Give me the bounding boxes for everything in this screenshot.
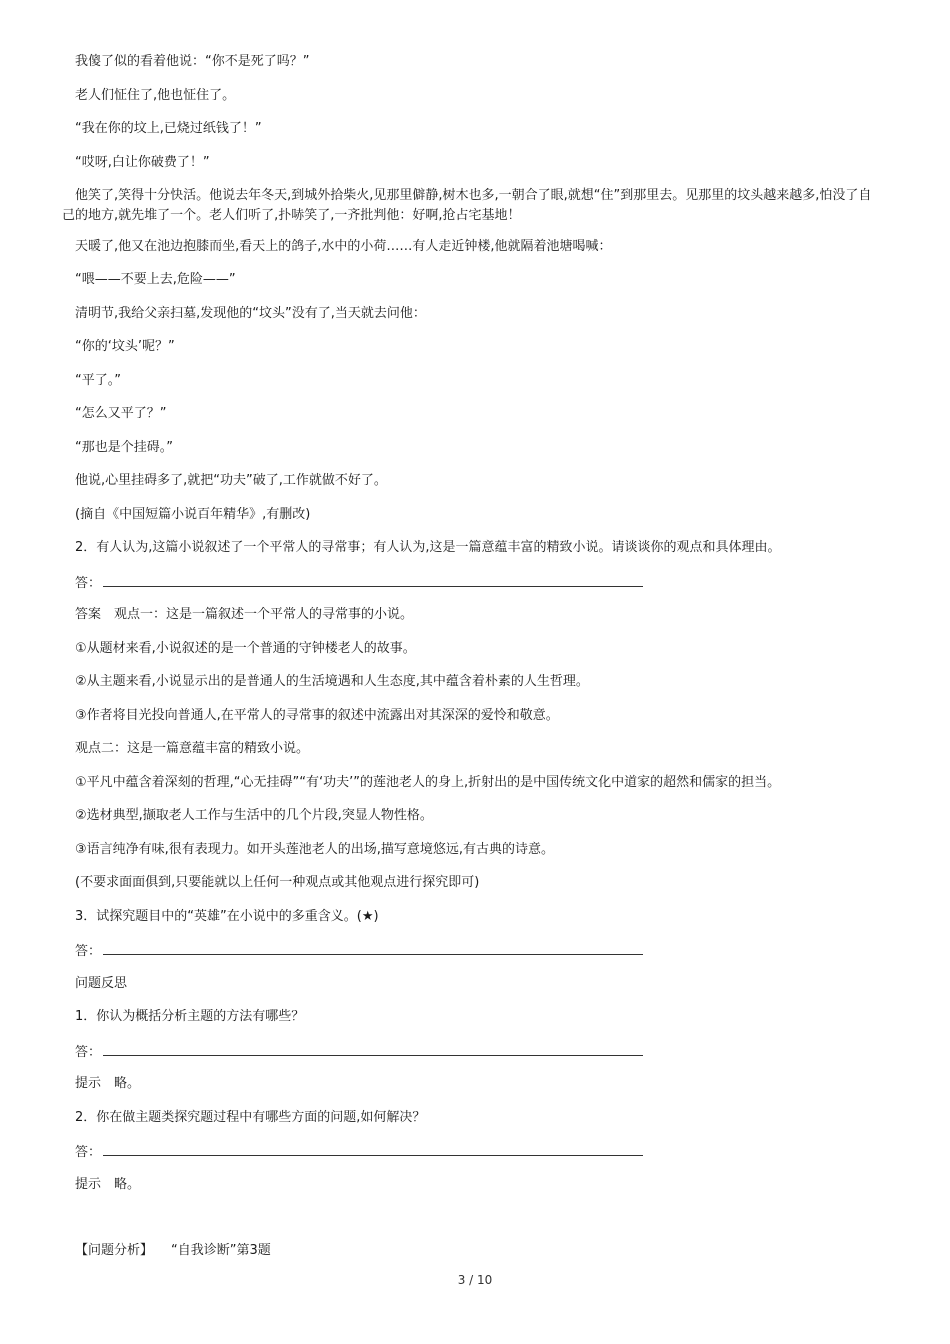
paragraph-text: “平了。” bbox=[75, 373, 121, 388]
story-paragraph bbox=[75, 337, 895, 357]
answer-blank-line[interactable] bbox=[103, 940, 643, 955]
question-text: 2．你在做主题类探究题过程中有哪些方面的问题,如何解决？ bbox=[75, 1110, 426, 1125]
point-text: ①从题材来看,小说叙述的是一个普通的守钟楼老人的故事。 bbox=[75, 641, 416, 656]
answer-point bbox=[75, 706, 895, 726]
hint-text: 提示 略。 bbox=[75, 1177, 141, 1192]
answer-point bbox=[75, 806, 895, 826]
point-text: ②从主题来看,小说显示出的是普通人的生活境遇和人生态度,其中蕴含着朴素的人生哲理。 bbox=[75, 674, 589, 689]
story-paragraph bbox=[75, 404, 895, 424]
story-paragraph bbox=[75, 371, 895, 391]
answer-prefix: 答： bbox=[75, 944, 102, 959]
paragraph-text: “哎呀,白让你破费了！” bbox=[75, 155, 210, 170]
viewpoint-text: 观点二：这是一篇意蕴丰富的精致小说。 bbox=[75, 741, 310, 756]
answer-prefix: 答： bbox=[75, 576, 102, 591]
answer-point bbox=[75, 840, 895, 860]
story-paragraph bbox=[75, 270, 895, 290]
story-paragraph bbox=[75, 237, 895, 257]
paragraph-text: “我在你的坟上,已烧过纸钱了！” bbox=[75, 121, 262, 136]
answer-note bbox=[75, 873, 895, 893]
paragraph-text: 他说,心里挂碍多了,就把“功夫”破了,工作就做不好了。 bbox=[75, 473, 387, 488]
point-text: ①平凡中蕴含着深刻的哲理,“心无挂碍”“有‘功夫’”的莲池老人的身上,折射出的是中国传统文化中道家的超然和儒家的担当。 bbox=[75, 775, 781, 790]
source-citation bbox=[75, 505, 895, 525]
answer-row bbox=[75, 940, 895, 962]
analysis-label: 【问题分析】 bbox=[75, 1243, 154, 1258]
viewpoint-title bbox=[75, 739, 895, 759]
story-paragraph bbox=[75, 52, 895, 72]
answer-blank-line[interactable] bbox=[103, 1141, 643, 1156]
hint bbox=[75, 1175, 895, 1195]
analysis-reference: “自我诊断”第3题 bbox=[171, 1243, 271, 1258]
paragraph-text: 我傻了似的看着他说：“你不是死了吗？” bbox=[75, 54, 310, 69]
reflection-question-1 bbox=[75, 1007, 895, 1027]
story-paragraph bbox=[75, 86, 895, 106]
answer-prefix: 答： bbox=[75, 1045, 102, 1060]
answer-key-text: 答案 观点一：这是一篇叙述一个平常人的寻常事的小说。 bbox=[75, 607, 414, 622]
paragraph-text: 老人们怔住了,他也怔住了。 bbox=[75, 88, 236, 103]
story-paragraph bbox=[75, 119, 895, 139]
answer-point bbox=[75, 773, 895, 793]
question-text: 1．你认为概括分析主题的方法有哪些？ bbox=[75, 1009, 305, 1024]
paragraph-text: “那也是个挂碍。” bbox=[75, 440, 173, 455]
answer-key bbox=[75, 605, 895, 625]
point-text: ③语言纯净有味,很有表现力。如开头莲池老人的出场,描写意境悠远,有古典的诗意。 bbox=[75, 842, 555, 857]
paragraph-text: “你的‘坟头’呢？” bbox=[75, 339, 175, 354]
story-paragraph bbox=[75, 438, 895, 458]
page-number: 3 / 10 bbox=[457, 1273, 493, 1287]
answer-blank-line[interactable] bbox=[103, 572, 643, 587]
note-text: (不要求面面俱到,只要能就以上任何一种观点或其他观点进行探究即可) bbox=[75, 875, 480, 890]
paragraph-line: 他笑了,笑得十分快活。他说去年冬天,到城外拾柴火,见那里僻静,树木也多,一朝合了眼,就想“住”到那里去。见那里的坟头越来越多,怕没了自 bbox=[75, 188, 872, 203]
citation-text: (摘自《中国短篇小说百年精华》,有删改) bbox=[75, 507, 311, 522]
story-paragraph bbox=[75, 153, 895, 173]
question-text: 2．有人认为,这篇小说叙述了一个平常人的寻常事；有人认为,这是一篇意蕴丰富的精致小说。请谈谈你的观点和具体理由。 bbox=[75, 540, 781, 555]
question-3 bbox=[75, 907, 895, 927]
hint-text: 提示 略。 bbox=[75, 1076, 141, 1091]
question-text: 3．试探究题目中的“英雄”在小说中的多重含义。(★) bbox=[75, 909, 379, 924]
paragraph-text: 清明节,我给父亲扫墓,发现他的“坟头”没有了,当天就去问他： bbox=[75, 306, 426, 321]
story-paragraph bbox=[75, 304, 895, 324]
paragraph-line: 己的地方,就先堆了一个。老人们听了,扑哧笑了,一齐批判他：好啊,抢占宅基地！ bbox=[62, 208, 521, 223]
answer-prefix: 答： bbox=[75, 1145, 102, 1160]
question-2 bbox=[75, 538, 895, 558]
answer-row bbox=[75, 1141, 895, 1163]
hint bbox=[75, 1074, 895, 1094]
paragraph-text: 天暖了,他又在池边抱膝而坐,看天上的鸽子,水中的小荷……有人走近钟楼,他就隔着池塘喝喊： bbox=[75, 239, 612, 254]
analysis-heading bbox=[75, 1241, 895, 1261]
answer-point bbox=[75, 672, 895, 692]
story-paragraph-long bbox=[62, 186, 902, 226]
answer-blank-line[interactable] bbox=[103, 1041, 643, 1056]
story-paragraph bbox=[75, 471, 895, 491]
section-title bbox=[75, 974, 895, 994]
point-text: ②选材典型,撷取老人工作与生活中的几个片段,突显人物性格。 bbox=[75, 808, 433, 823]
answer-row bbox=[75, 572, 895, 594]
reflection-question-2 bbox=[75, 1108, 895, 1128]
section-title-text: 问题反思 bbox=[75, 976, 128, 991]
answer-row bbox=[75, 1041, 895, 1063]
paragraph-text: “怎么又平了？” bbox=[75, 406, 167, 421]
answer-point bbox=[75, 639, 895, 659]
point-text: ③作者将目光投向普通人,在平常人的寻常事的叙述中流露出对其深深的爱怜和敬意。 bbox=[75, 708, 559, 723]
paragraph-text: “喂——不要上去,危险——” bbox=[75, 272, 236, 287]
